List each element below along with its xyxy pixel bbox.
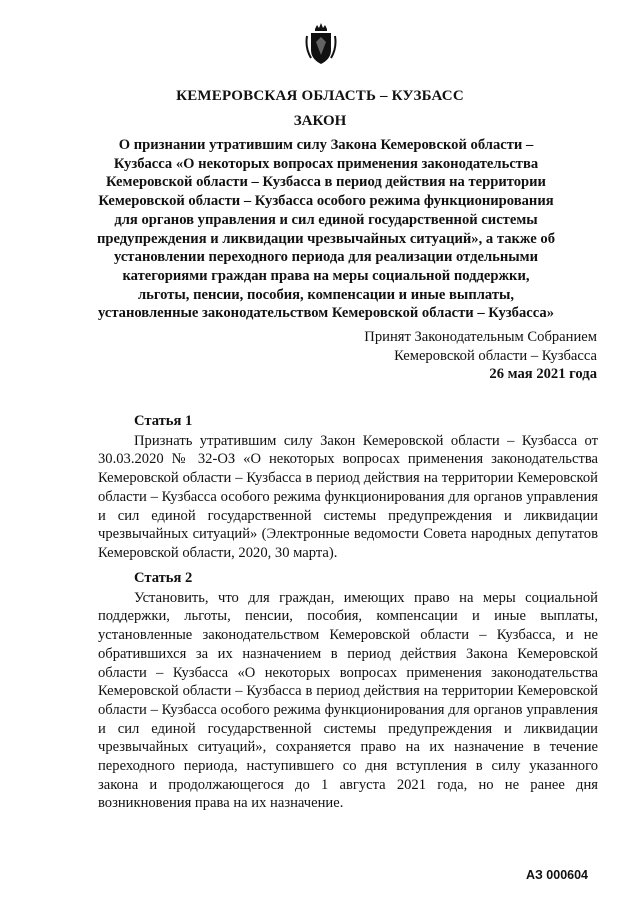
- adoption-line-1: Принят Законодательным Собранием: [364, 329, 597, 345]
- document-code: АЗ 000604: [525, 868, 588, 882]
- article-2: [98, 569, 598, 813]
- article-text: Признать утратившим силу Закон Кемеровской области – Кузбасса от 30.03.2020 № 32-ОЗ «О некоторых вопросах применения законодательства Кемеровской области – Кузбасса в период действия на территории Кемеровской области – Кузбасса особого режима функционирования для органов управления и сил единой государственной системы предупреждения и ликвидации чрезвычайных ситуаций» (Электронные ведомости Совета народных депутатов Кемеровской области, 2020, 30 марта).: [98, 432, 598, 561]
- adoption-date: 26 мая 2021 года: [489, 366, 597, 383]
- article-1: [98, 412, 598, 563]
- coat-of-arms-icon: [304, 22, 338, 66]
- article-heading: Статья 1: [134, 413, 193, 429]
- article-heading: Статья 2: [134, 570, 193, 586]
- document-type: ЗАКОН: [293, 113, 347, 129]
- adoption-block: [364, 328, 597, 384]
- region-heading: КЕМЕРОВСКАЯ ОБЛАСТЬ – КУЗБАСС: [176, 88, 464, 104]
- article-text: Установить, что для граждан, имеющих право на меры социальной поддержки, льготы, пенсии, пособия, компенсации и иные выплаты, установленные законодательством Кемеровской области – Кузбасса, и не обратившихся за их назначением в период действия Закона Кемеровской области – Кузбасса «О некоторых вопросах применения законодательства Кемеровской области – Кузбасса в период действия на территории Кемеровской области – Кузбасса особого режима функционирования для органов управления и сил единой государственной системы предупреждения и ликвидации чрезвычайных ситуаций», сохраняется право на их назначение в течение переходного периода, наступившего со дня вступления в силу указанного закона и продолжающегося до 1 августа 2021 года, но не ранее дня возникновения права на их назначение.: [98, 589, 598, 812]
- adoption-line-2: Кемеровской области – Кузбасса: [394, 347, 597, 364]
- law-title: О признании утратившим силу Закона Кемеровской области – Кузбасса «О некоторых вопросах применения законодательства Кемеровской области – Кузбасса в период действия на территории Кемеровской области – Кузбасса особого режима функционирования для органов управления и сил единой государственной системы предупреждения и ликвидации чрезвычайных ситуаций», а также об установлении переходного периода для реализации отдельными категориями граждан права на меры социальной поддержки, льготы, пенсии, пособия, компенсации и иные выплаты, установленные законодательством Кемеровской области – Кузбасса»: [96, 137, 556, 322]
